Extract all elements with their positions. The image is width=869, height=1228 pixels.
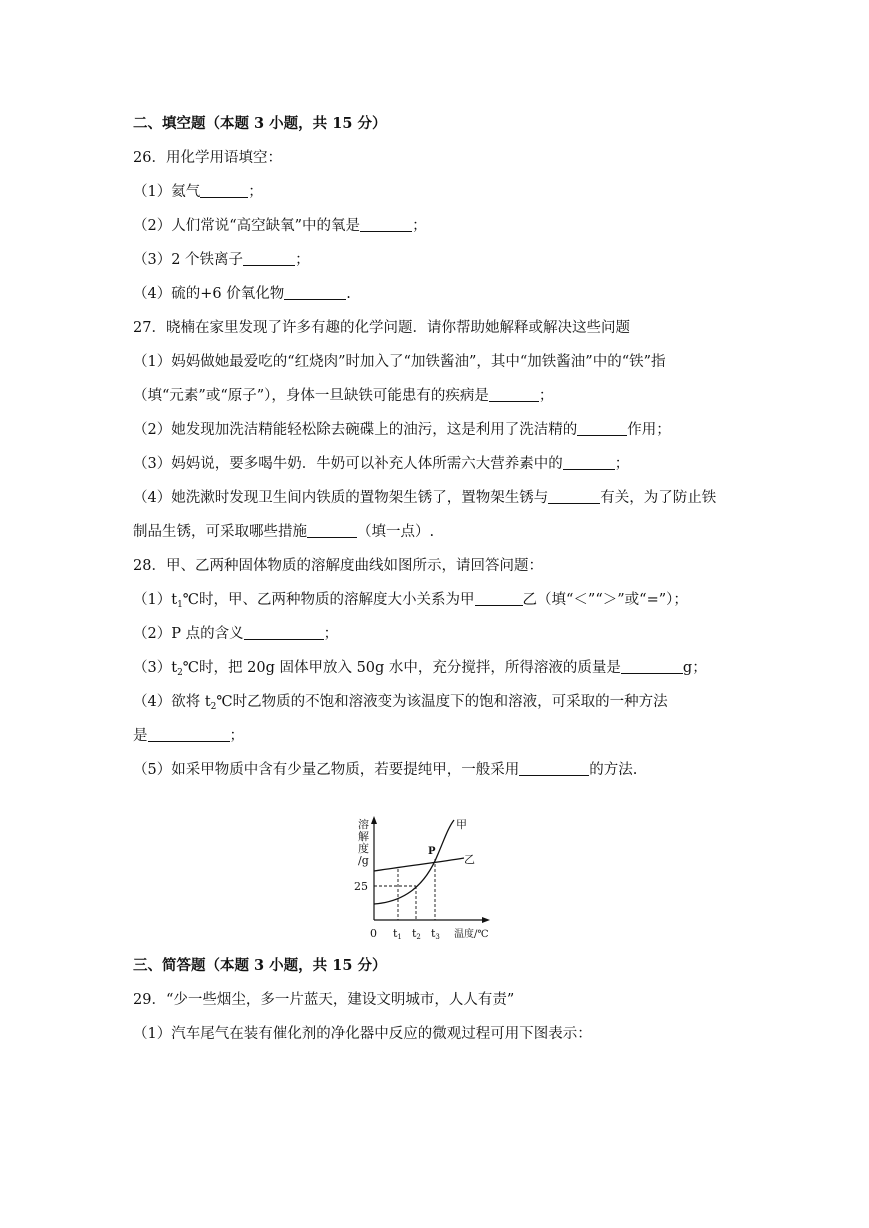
y-axis-arrow	[371, 816, 377, 824]
x-axis-label: 温度/℃	[454, 929, 489, 940]
x-tick-t1-sub: 1	[397, 933, 402, 941]
answer-blank	[621, 658, 683, 674]
answer-blank	[475, 590, 523, 606]
q28-part4b	[133, 726, 244, 746]
answer-blank	[519, 760, 589, 776]
x-tick-t3-sub: 3	[435, 933, 440, 941]
q26-part2	[133, 216, 427, 236]
q27-part3	[133, 454, 629, 474]
x-tick-t1	[393, 927, 402, 941]
q28-part5	[133, 760, 637, 780]
answer-blank	[243, 250, 295, 266]
q28-p2-end: ；	[323, 626, 339, 642]
answer-blank	[200, 182, 248, 198]
q27-p1b-text: （填“元素”或“原子”），身体一旦缺铁可能患有的疾病是	[133, 388, 489, 404]
q27-p2-text: （2）她发现加洗洁精能轻松除去碗碟上的油污，这是利用了洗洁精的	[133, 422, 578, 438]
ylabel-char-3: 度	[358, 842, 369, 855]
ylabel-char-4: /g	[358, 854, 369, 867]
x-tick-t2-sub: 2	[416, 933, 421, 941]
answer-blank	[563, 454, 615, 470]
q27-p3-text: （3）妈妈说，要多喝牛奶．牛奶可以补充人体所需六大营养素中的	[133, 456, 563, 472]
series-yi-curve	[374, 858, 464, 871]
q27-p3-end: ；	[614, 456, 630, 472]
q28-part1	[133, 590, 688, 615]
q28-p5-text: （5）如采甲物质中含有少量乙物质，若要提纯甲，一般采用	[133, 762, 520, 778]
q26-p1-end: ；	[248, 184, 263, 200]
q27-part4b	[133, 522, 434, 542]
point-p-label: P	[428, 846, 436, 857]
q26-p4-text: （4）硫的+6 价氧化物	[133, 286, 285, 302]
q28-part3	[133, 658, 707, 683]
q26-part1	[133, 182, 263, 202]
q28-p4b: ℃时乙物质的不饱和溶液变为该温度下的饱和溶液，可采取的一种方法	[216, 694, 668, 710]
ylabel-char-1: 溶	[358, 818, 369, 831]
series-yi-label: 乙	[464, 853, 475, 866]
q28-part4a	[133, 692, 668, 717]
x-tick-t1-main: t	[393, 927, 398, 940]
solubility-curve-chart	[346, 814, 506, 944]
answer-blank	[307, 522, 357, 538]
q26-p3-end: ；	[295, 252, 310, 268]
q28-p1b: ℃时，甲、乙两种物质的溶解度大小关系为甲	[182, 592, 475, 608]
answer-blank	[489, 386, 539, 402]
x-tick-t2-main: t	[412, 927, 417, 940]
q27-p2-end: 作用；	[627, 422, 671, 438]
q28-p3-end: g；	[682, 660, 707, 676]
answer-blank	[284, 284, 346, 300]
q26-p2-text: （2）人们常说“高空缺氧”中的氧是	[133, 218, 361, 234]
answer-blank	[148, 726, 230, 742]
section-3-heading: 三、简答题（本题 3 小题，共 15 分）	[133, 957, 387, 974]
q28-p3b: ℃时，把 20g 固体甲放入 50g 水中，充分搅拌，所得溶液的质量是	[182, 660, 621, 676]
q26-p3-text: （3）2 个铁离子	[133, 252, 244, 268]
q27-part4a	[133, 488, 716, 508]
q28-part2	[133, 624, 338, 644]
q27-part1b	[133, 386, 553, 406]
q27-p1b-end: ；	[538, 388, 554, 404]
q26-part3	[133, 250, 310, 270]
q28-stem: 28．甲、乙两种固体物质的溶解度曲线如图所示，请回答问题：	[133, 558, 543, 574]
q28-p1c: 乙（填“＜”“＞”或“=”）；	[522, 592, 688, 608]
q28-p2-text: （2）P 点的含义	[133, 626, 244, 642]
x-tick-t2	[412, 927, 421, 941]
q28-p5-end: 的方法.	[589, 762, 638, 778]
q27-part1a: （1）妈妈做她最爱吃的“红烧肉”时加入了“加铁酱油”，其中“加铁酱油”中的“铁”指	[133, 354, 666, 370]
q28-p4a: （4）欲将 t	[133, 694, 211, 710]
q26-p2-end: ；	[412, 218, 427, 234]
q27-p4a-text: （4）她洗漱时发现卫生间内铁质的置物架生锈了，置物架生锈与	[133, 490, 549, 506]
q29-part1: （1）汽车尾气在装有催化剂的净化器中反应的微观过程可用下图表示：	[133, 1026, 592, 1042]
q26-p4-end: .	[346, 286, 351, 302]
series-jia-label: 甲	[456, 818, 467, 831]
q27-part2	[133, 420, 671, 440]
q28-p1-sub: 1	[177, 600, 183, 610]
q28-p4-sub: 2	[210, 702, 217, 712]
q29-stem: 29．“少一些烟尘，多一片蓝天，建设文明城市，人人有责”	[133, 992, 515, 1008]
answer-blank	[577, 420, 627, 436]
q27-stem: 27．晓楠在家里发现了许多有趣的化学问题．请你帮助她解释或解决这些问题	[133, 320, 630, 336]
x-tick-t3-main: t	[431, 927, 436, 940]
ylabel-char-2: 解	[358, 830, 369, 843]
q27-p4b-end: （填一点）.	[357, 524, 435, 540]
answer-blank	[360, 216, 412, 232]
q28-p4-end: ；	[229, 728, 244, 744]
x-tick-t3	[431, 927, 440, 941]
q28-p3-sub: 2	[177, 668, 183, 678]
q26-part4	[133, 284, 351, 304]
section-2-heading: 二、填空题（本题 3 小题，共 15 分）	[133, 115, 387, 132]
q27-p4a-mid: 有关，为了防止铁	[600, 490, 717, 506]
q28-p4c: 是	[133, 728, 148, 744]
q26-p1-text: （1）氦气	[133, 184, 201, 200]
q27-p4b-text: 制品生锈，可采取哪些措施	[133, 524, 307, 540]
q28-p3a: （3）t	[133, 660, 178, 676]
q28-p1a: （1）t	[133, 592, 178, 608]
q26-stem: 26．用化学用语填空：	[133, 150, 282, 166]
origin-label: 0	[370, 927, 377, 940]
answer-blank	[548, 488, 600, 504]
answer-blank	[244, 624, 324, 640]
y-tick-25: 25	[354, 880, 368, 893]
x-axis-arrow	[482, 917, 490, 923]
